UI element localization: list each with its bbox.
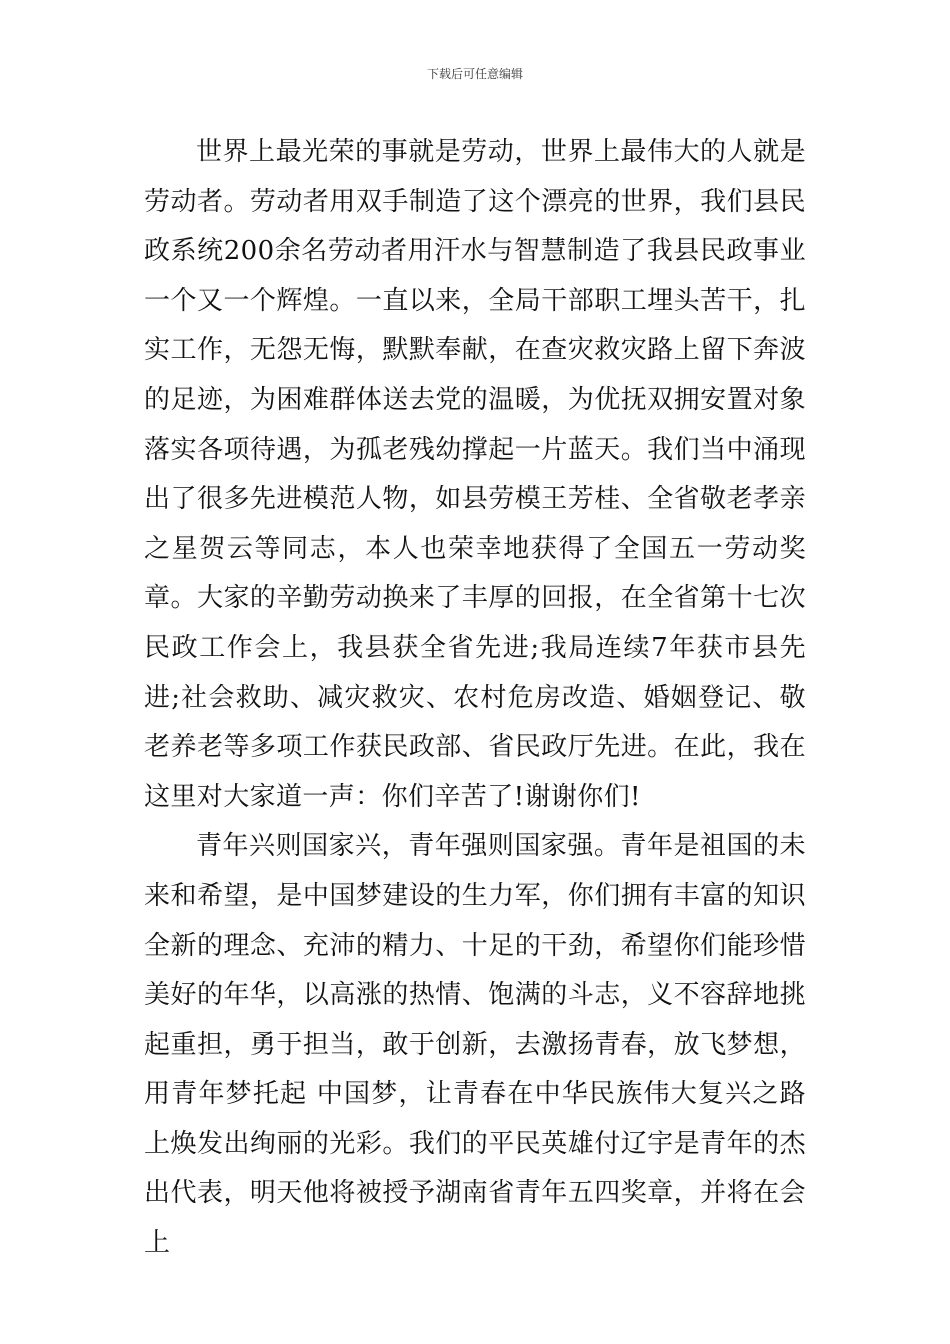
page-header-note: 下载后可任意编辑 — [426, 67, 523, 81]
document-body — [144, 128, 806, 1269]
paragraph-youth: 青年兴则国家兴，青年强则国家强。青年是祖国的未来和希望，是中国梦建设的生力军，你们拥有丰富的知识全新的理念、充沛的精力、十足的干劲，希望你们能珍惜美好的年华，以高涨的热情、饱满的斗志，义不容辞地挑起重担，勇于担当，敢于创新，去激扬青春，放飞梦想，用青年梦托起 中国梦，让青春在中华民族伟大复兴之路上焕发出绚丽的光彩。我们的平民英雄付辽宇是青年的杰出代表，明天他将被授予湖南省青年五四奖章，并将在会上 — [144, 831, 806, 1259]
paragraph-labor: 世界上最光荣的事就是劳动，世界上最伟大的人就是劳动者。劳动者用双手制造了这个漂亮的世界，我们县民政系统200余名劳动者用汗水与智慧制造了我县民政事业一个又一个辉煌。一直以来，全局干部职工埋头苦干，扎实工作，无怨无悔，默默奉献，在查灾救灾路上留下奔波的足迹，为困难群体送去党的温暖，为优抚双拥安置对象落实各项待遇，为孤老残幼撑起一片蓝天。我们当中涌现出了很多先进模范人物，如县劳模王芳桂、全省敬老孝亲之星贺云等同志，本人也荣幸地获得了全国五一劳动奖章。大家的辛勤劳动换来了丰厚的回报，在全省第十七次民政工作会上，我县获全省先进;我局连续7年获市县先进;社会救助、减灾救灾、农村危房改造、婚姻登记、敬老养老等多项工作获民政部、省民政厅先进。在此，我在这里对大家道一声：你们辛苦了!谢谢你们! — [144, 137, 806, 812]
